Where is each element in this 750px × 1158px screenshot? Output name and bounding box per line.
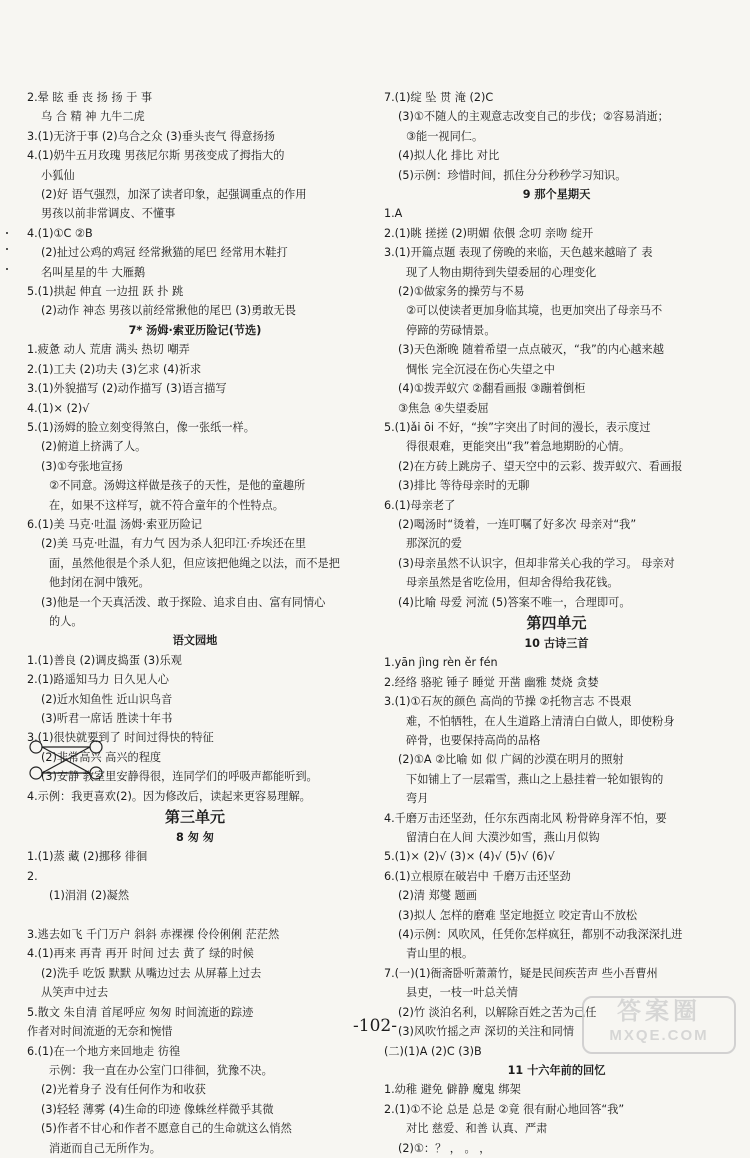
answer-line: 4.(1)× (2)√ — [27, 401, 90, 415]
answer-line: 4.示例：我更喜欢(2)。因为修改后，读起来更容易理解。 — [27, 789, 311, 803]
answer-line: 母亲虽然是省吃俭用，但却舍得给我花钱。 — [406, 576, 619, 590]
answer-line: 5.(1)× (2)√ (3)× (4)√ (5)√ (6)√ — [384, 850, 555, 864]
answer-line: 的人。 — [49, 614, 83, 628]
answer-line: (1)涓涓 (2)凝然 — [49, 889, 130, 903]
answer-line: (2)美 马克·吐温，有力气 因为杀人犯印江·乔埃还在里 — [41, 537, 307, 551]
answer-line: 3.(1)①石灰的颜色 高尚的节操 ②托物言志 不畏艰 — [384, 695, 632, 709]
matching-diagram — [28, 739, 108, 781]
answer-line: (2)光着身子 没有任何作为和收获 — [41, 1083, 206, 1097]
answer-line: (2)①做家务的操劳与不易 — [398, 285, 525, 299]
answer-line: 男孩以前非常调皮、不懂事 — [41, 207, 176, 221]
answer-line: 1.A — [384, 207, 403, 221]
section-heading: 8 匆 匆 — [176, 831, 214, 845]
answer-line: 6.(1)立根原在破岩中 千磨万击还坚劲 — [384, 869, 571, 883]
answer-line: (3)天色渐晚 随着希望一点点破灭，“我”的内心越来越 — [398, 343, 664, 357]
answer-line: 2.晕 眩 垂 丧 扬 扬 于 事 — [27, 91, 153, 104]
answer-line: 2.经络 骆驼 锤子 睡觉 开凿 幽雅 焚烧 贪婪 — [384, 675, 599, 689]
answer-line: 6.(1)美 马克·吐温 汤姆·索亚历险记 — [27, 517, 202, 531]
answer-line: ②不同意。汤姆这样做是孩子的天性，是他的童趣所 — [49, 479, 306, 493]
answer-line: 4.(1)①C ②B — [27, 226, 93, 240]
answer-line: ③焦急 ④失望委屈 — [398, 401, 489, 415]
answer-line: 惆怅 完全沉浸在伤心失望之中 — [406, 362, 555, 376]
answer-line: 1.(1)善良 (2)调皮捣蛋 (3)乐观 — [27, 653, 182, 667]
answer-line: 6.(1)母亲老了 — [384, 498, 456, 512]
answer-line: 从笑声中过去 — [41, 986, 109, 1000]
answer-line: 面，虽然他很是个杀人犯，但应该把他绳之以法，而不是把 — [49, 556, 340, 570]
answer-line: (2)①A ②比喻 如 似 广阔的沙漠在明月的照射 — [398, 753, 624, 767]
answer-line: (3)安静 教室里安静得很，连同学们的呼吸声都能听到。 — [41, 770, 318, 784]
answer-line: (2)近水知鱼性 近山识鸟音 — [41, 692, 173, 706]
answer-line: ③能一视同仁。 — [406, 129, 484, 143]
answer-line: (3)拟人 怎样的磨难 坚定地挺立 咬定青山不放松 — [398, 908, 638, 922]
section-heading: 11 十六年前的回忆 — [507, 1063, 606, 1077]
answer-line: (4)示例：风吹风，任凭你怎样疯狂，都别不动我深深扎进 — [398, 928, 683, 942]
answer-line: (2)扯过公鸡的鸡冠 经常揪猫的尾巴 经常用木鞋打 — [41, 246, 288, 260]
answer-line: (3)①夸张地宣扬 — [41, 459, 123, 473]
answer-line: 小狐仙 — [41, 168, 75, 182]
answer-line: 2.(1)①不论 总是 总是 ②竟 很有耐心地回答“我” — [384, 1102, 625, 1116]
answer-line: (2)动作 神态 男孩以前经常揪他的尾巴 (3)勇敢无畏 — [41, 304, 296, 318]
answer-line: 那深沉的爱 — [406, 537, 462, 551]
answer-line: 示例：我一直在办公室门口徘徊，犹豫不决。 — [49, 1063, 273, 1077]
answer-line: 3.逃去如飞 千门万户 斜斜 赤裸裸 伶伶俐俐 茫茫然 — [27, 928, 280, 942]
answer-line: 7.(一)(1)衙斋卧听萧萧竹，疑是民间疾苦声 些小吾曹州 — [384, 966, 658, 980]
answer-line: 1.疲惫 动人 荒唐 满头 热切 嘲弄 — [27, 343, 190, 357]
margin-mark — [6, 268, 8, 270]
answer-line: 得很艰难，更能突出“我”着急地期盼的心情。 — [406, 440, 631, 454]
answer-line: (3)听君一席话 胜读十年书 — [41, 712, 173, 725]
answer-line: 5.(1)汤姆的脸立刻变得煞白，像一张纸一样。 — [27, 420, 255, 434]
answer-line: (3)排比 等待母亲时的无聊 — [398, 479, 530, 493]
answer-line: (2)俯道上挤满了人。 — [41, 440, 147, 454]
answer-line: (二)(1)A (2)C (3)B — [384, 1044, 482, 1058]
answer-line: 2.(1)工夫 (2)功夫 (3)乞求 (4)祈求 — [27, 362, 202, 376]
answer-line: 7.(1)绽 坠 贯 淹 (2)C — [384, 91, 494, 104]
answer-line: 难，不怕牺牲，在人生道路上清清白白做人，即使粉身 — [406, 714, 675, 728]
answer-line: (5)示例：珍惜时间，抓住分分秒秒学习知识。 — [398, 168, 627, 182]
answer-line: (2)洗手 吃饭 默默 从嘴边过去 从屏幕上过去 — [41, 966, 262, 980]
answer-line: (5)作者不甘心和作者不愿意自己的生命就这么悄然 — [41, 1122, 292, 1136]
answer-line: 1.(1)蒸 藏 (2)挪移 徘徊 — [27, 850, 148, 864]
answer-line: 下如铺上了一层霜雪，燕山之上悬挂着一轮如银钩的 — [406, 772, 664, 786]
answer-line: 在，如果不这样写，就不符合童年的个性特点。 — [49, 498, 284, 512]
margin-mark — [6, 232, 8, 234]
watermark-logo — [582, 996, 736, 1054]
answer-line: (3)母亲虽然不认识字，但却非常关心我的学习。 母亲对 — [398, 556, 675, 570]
section-heading: 9 那个星期天 — [522, 188, 591, 202]
answer-line: 3.(1)很快就要到了 时间过得快的特征 — [27, 731, 214, 745]
answer-line: 4.(1)再来 再青 再开 时间 过去 黄了 绿的时候 — [27, 947, 254, 961]
answer-line: (2)①：？ ， 。 ， — [398, 1141, 491, 1155]
left-answer-column — [27, 88, 363, 1158]
answer-line: 现了人物由期待到失望委屈的心理变化 — [406, 265, 597, 279]
answer-line: 2.(1)眺 搓搓 (2)明媚 依偎 念叨 亲吻 绽开 — [384, 226, 594, 240]
answer-line: (2)清 郑燮 题画 — [398, 889, 477, 903]
answer-line: 6.(1)在一个地方来回地走 彷徨 — [27, 1044, 181, 1058]
answer-line: 3.(1)外貌描写 (2)动作描写 (3)语言描写 — [27, 382, 227, 396]
answer-line: (3)轻轻 薄雾 (4)生命的印迹 像蛛丝样微乎其微 — [41, 1102, 274, 1116]
answer-line: 县吏，一枝一叶总关情 — [406, 986, 518, 1000]
answer-line: ②可以使读者更加身临其境，也更加突出了母亲马不 — [406, 304, 663, 318]
unit-heading: 第三单元 — [164, 808, 225, 827]
section-heading: 语文园地 — [172, 634, 218, 648]
answer-line: 3.(1)开篇点题 表现了傍晚的来临，天色越来越暗了 表 — [384, 246, 653, 260]
answer-line: 乌 合 精 神 九牛二虎 — [41, 110, 145, 124]
answer-line: 2. — [27, 869, 38, 883]
answer-line: 他封闭在洞中饿死。 — [49, 576, 150, 590]
answer-line: 留清白在人间 大漠沙如雪，燕山月似钩 — [406, 831, 600, 845]
answer-line: 4.千磨万击还坚劲，任尔东西南北风 粉骨碎身浑不怕，要 — [384, 811, 667, 825]
page-number: -102- — [353, 1016, 397, 1036]
answer-line: (4)比喻 母爱 河流 (5)答案不唯一，合理即可。 — [398, 595, 631, 609]
answer-line: 作者对时间流逝的无奈和惋惜 — [27, 1025, 173, 1039]
answer-line: 1.幼稚 避免 僻静 魔鬼 绑架 — [384, 1083, 521, 1097]
answer-line: (3)①不随人的主观意志改变自己的步伐；②容易消逝； — [398, 110, 669, 124]
answer-line: (2)在方砖上跳房子、望天空中的云彩、拨弄蚁穴、看画报 — [398, 459, 683, 473]
answer-line: 5.(1)ǎi ōi 不好，“挨”字突出了时间的漫长，表示度过 — [384, 420, 651, 434]
answer-line: 2.(1)路遥知马力 日久见人心 — [27, 673, 169, 687]
answer-line: 停蹄的劳碌情景。 — [406, 323, 496, 337]
answer-line: 4.(1)奶牛五月玫瑰 男孩尼尔斯 男孩变成了拇指大的 — [27, 149, 285, 163]
section-heading: 10 古诗三首 — [524, 636, 589, 650]
margin-mark — [6, 248, 8, 250]
watermark-top: 答案圈 — [617, 998, 701, 1025]
answer-line: (2)好 语气强烈，加深了读者印象，起强调重点的作用 — [41, 188, 307, 202]
answer-line: (3)他是一个天真活泼、敢于探险、追求自由、富有同情心 — [41, 595, 326, 609]
answer-line: (2)喝汤时“烫着，一连叮嘱了好多次 母亲对“我” — [398, 517, 637, 531]
section-heading: 7* 汤姆·索亚历险记(节选) — [128, 323, 262, 337]
unit-heading: 第四单元 — [526, 613, 587, 632]
answer-line: (3)风吹竹摇之声 深切的关注和同情 — [398, 1025, 575, 1039]
answer-line: (2)竹 淡泊名利，以解除百姓之苦为己任 — [398, 1005, 597, 1019]
answer-line: 5.(1)拱起 伸直 一边扭 跃 扑 跳 — [27, 285, 184, 299]
answer-line: 弯月 — [406, 792, 429, 806]
answer-line: 3.(1)无济于事 (2)乌合之众 (3)垂头丧气 得意扬扬 — [27, 129, 275, 143]
answer-line: 对比 慈爱、和善 认真、严肃 — [406, 1122, 548, 1136]
answer-line: 碎骨，也要保持高尚的品格 — [406, 734, 541, 747]
answer-line — [27, 906, 363, 925]
answer-line: 青山里的根。 — [406, 947, 474, 961]
answer-line: 5.散文 朱自清 首尾呼应 匆匆 时间流逝的踪迹 — [27, 1005, 254, 1019]
answer-line: (2)非常高兴 高兴的程度 — [41, 750, 162, 764]
answer-line: 消逝而自己无所作为。 — [49, 1141, 161, 1155]
answer-line: (4)拟人化 排比 对比 — [398, 149, 500, 163]
answer-line: (4)①拨弄蚁穴 ②翻看画报 ③蹦着倒柜 — [398, 382, 586, 396]
answer-line: 1.yān jìng rèn ěr fén — [384, 656, 498, 670]
answer-line: 名叫星星的牛 大雁鹅 — [41, 265, 146, 279]
watermark-bottom: MXQE.COM — [609, 1027, 709, 1044]
